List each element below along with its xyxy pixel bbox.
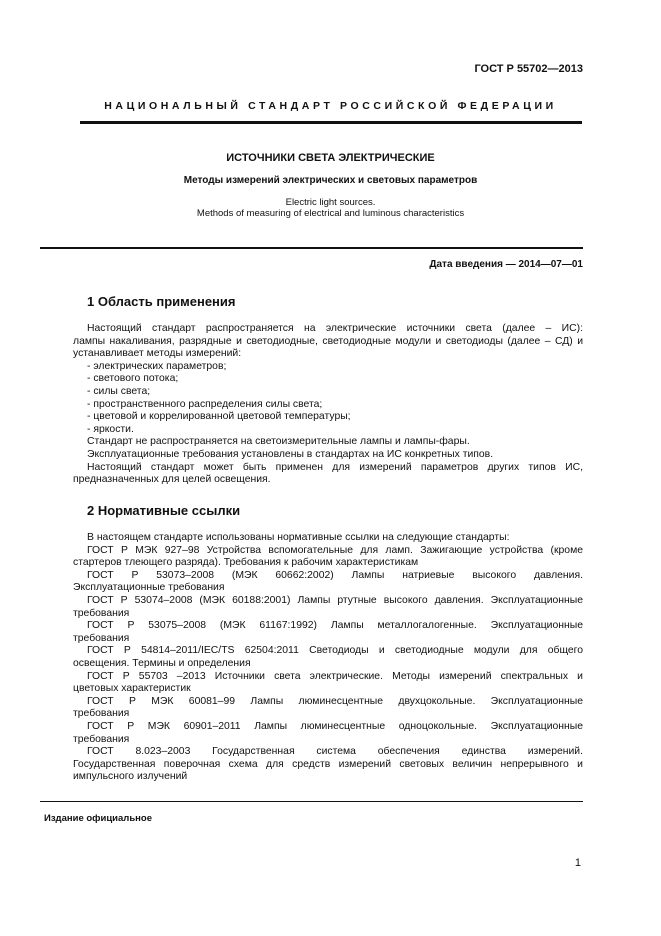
paragraph-line: Настоящий стандарт распространяется на электрические источники света (далее – ИС): <box>87 323 583 334</box>
reference-line: ГОСТ Р 53074–2008 (МЭК 60188:2001) Лампы ртутные высокого давления. Эксплуатационные <box>87 594 583 606</box>
paragraph-line: лампы накаливания, разрядные и светодиодные, светодиодные модули и светодиоды (далее – СД) и <box>73 335 583 347</box>
reference-line: требования <box>73 708 130 720</box>
reference-line: ГОСТ Р МЭК 60081–99 Лампы люминесцентные двухцокольные. Эксплуатационные <box>87 695 583 707</box>
reference-line: ГОСТ Р 55703 –2013 Источники света электрические. Методы измерений спектральных и <box>87 670 583 682</box>
reference-line: импульсного излучений <box>73 771 188 783</box>
header-divider <box>80 121 582 124</box>
reference-line: требования <box>73 733 130 745</box>
paragraph-line: Эксплуатационные требования установлены в стандартах на ИС конкретных типов. <box>87 448 494 460</box>
paragraph-line: Настоящий стандарт может быть применен для измерений параметров других типов ИС, <box>87 461 583 473</box>
reference-line: Государственная поверочная схема для средств измерений световых величин непрерывного и <box>73 758 583 770</box>
paragraph-line: В настоящем стандарте использованы нормативные ссылки на следующие стандарты: <box>87 532 510 543</box>
section1-heading: 1 Область применения <box>87 294 236 309</box>
english-title-line2: Methods of measuring of electrical and luminous characteristics <box>196 208 465 219</box>
reference-line: цветовых характеристик <box>73 683 191 695</box>
paragraph-line: предназначенных для целей освещения. <box>73 474 271 486</box>
section2-body <box>73 532 583 784</box>
reference-line: ГОСТ Р МЭК 927–98 Устройства вспомогательные для ламп. Зажигающие устройства (кроме <box>87 544 583 556</box>
document-subtitle: Методы измерений электрических и световых параметров <box>183 175 478 186</box>
list-item: - силы света; <box>87 385 151 397</box>
paragraph-line: устанавливает методы измерений: <box>73 348 242 360</box>
national-standard-label: НАЦИОНАЛЬНЫЙ СТАНДАРТ РОССИЙСКОЙ ФЕДЕРАЦИИ <box>104 100 557 112</box>
reference-line: ГОСТ Р 54814–2011/IEC/TS 62504:2011 Светодиоды и светодиодные модули для общего <box>87 645 583 657</box>
reference-line: Эксплуатационные требования <box>73 582 225 594</box>
page-number: 1 <box>574 857 581 869</box>
document-title: ИСТОЧНИКИ СВЕТА ЭЛЕКТРИЧЕСКИЕ <box>226 152 435 164</box>
reference-line: ГОСТ Р 53075–2008 (МЭК 61167:1992) Лампы металлогалогенные. Эксплуатационные <box>87 620 583 632</box>
edition-label: Издание официальное <box>44 813 152 824</box>
reference-line: ГОСТ Р МЭК 60901–2011 Лампы люминесцентные одноцокольные. Эксплуатационные <box>87 720 583 732</box>
reference-line: требования <box>73 607 130 619</box>
footer-divider <box>40 801 583 802</box>
reference-line: ГОСТ 8.023–2003 Государственная система обеспечения единства измерений. <box>87 746 583 758</box>
english-title-line1: Electric light sources. <box>285 197 376 208</box>
reference-line: требования <box>73 632 130 644</box>
title-divider <box>40 247 583 249</box>
list-item: - яркости. <box>87 423 134 435</box>
list-item: - электрических параметров; <box>87 360 227 372</box>
intro-date: Дата введения — 2014—07—01 <box>429 259 583 270</box>
list-item: - светового потока; <box>87 373 179 385</box>
section2-heading: 2 Нормативные ссылки <box>87 503 241 518</box>
paragraph-line: Стандарт не распространяется на светоизмерительные лампы и лампы-фары. <box>87 436 470 448</box>
reference-line: ГОСТ Р 53073–2008 (МЭК 60662:2002) Лампы натриевые высокого давления. <box>87 569 583 581</box>
standard-code: ГОСТ Р 55702—2013 <box>474 63 583 75</box>
reference-line: стартеров тлеющего разряда). Требования к рабочим характеристикам <box>73 557 419 569</box>
list-item: - пространственного распределения силы света; <box>87 398 323 410</box>
list-item: - цветовой и коррелированной цветовой температуры; <box>87 411 351 423</box>
section1-body <box>73 323 583 487</box>
reference-line: освещения. Термины и определения <box>73 657 251 669</box>
